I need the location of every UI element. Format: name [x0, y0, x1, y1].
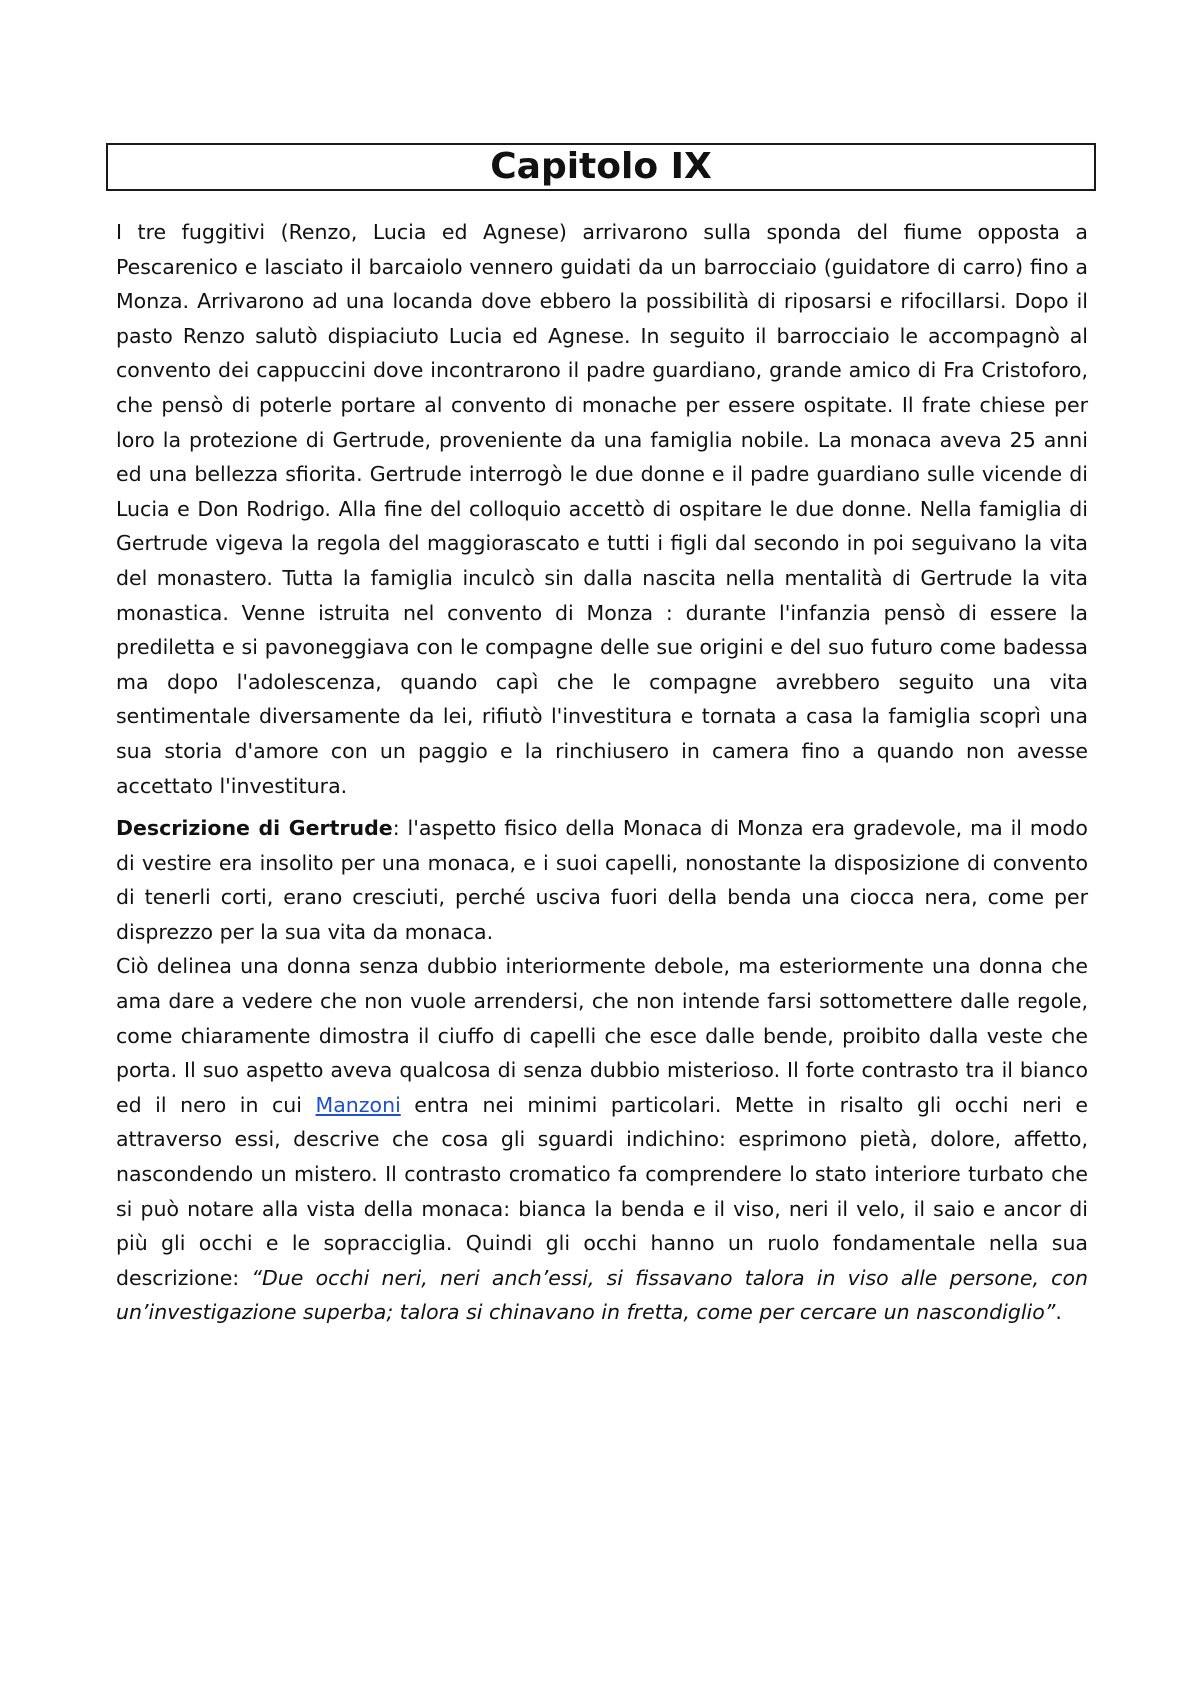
summary-paragraph: I tre fuggitivi (Renzo, Lucia ed Agnese) arrivarono sulla sponda del fiume opposta a Pescarenico e lasciato il barcaiolo vennero guidati da un barrocciaio (guidatore di carro) fino a Monza. Arrivarono ad una locanda dove ebbero la possibilità di riposarsi e rifocillarsi. Dopo il pasto Renzo salutò dispiaciuto Lucia ed Agnese. In seguito il barrocciaio le accompagnò al convento dei cappuccini dove incontrarono il padre guardiano, grande amico di Fra Cristoforo, che pensò di poterle portare al convento di monache per essere ospitate. Il frate chiese per loro la protezione di Gertrude, proveniente da una famiglia nobile. La monaca aveva 25 anni ed una bellezza sfiorita. Gertrude interrogò le due donne e il padre guardiano sulle vicende di Lucia e Don Rodrigo. Alla fine del colloquio accettò di ospitare le due donne. Nella famiglia di Gertrude vigeva la regola del maggiorascato e tutti i figli dal secondo in poi seguivano la vita del monastero. Tutta la famiglia inculcò sin dalla nascita nella mentalità di Gertrude la vita monastica. Venne istruita nel convento di Monza : durante l'infanzia pensò di essere la prediletta e si pavoneggiava con le compagne delle sue origini e del suo futuro come badessa ma dopo l'adolescenza, quando capì che le compagne avrebbero seguito una vita sentimentale diversamente da lei, rifiutò l'investitura e tornata a casa la famiglia scoprì una sua storia d'amore con un paggio e la rinchiusero in camera fino a quando non avesse accettato l'investitura.: [116, 220, 1088, 798]
chapter-title-box: [106, 143, 1096, 191]
chapter-title: Capitolo IX: [490, 146, 712, 187]
description-label: Descrizione di Gertrude: [116, 816, 393, 841]
manzoni-link[interactable]: Manzoni: [315, 1092, 401, 1117]
analysis-paragraph: [116, 949, 1088, 1330]
document-body: [116, 215, 1088, 1330]
description-text: : l'aspetto fisico della Monaca di Monza era gradevole, ma il modo di vestire era insolito per una monaca, e i suoi capelli, nonostante la disposizione di convento di tenerli corti, erano cresciuti, perché usciva fuori della benda una ciocca nera, come per disprezzo per la sua vita da monaca.: [116, 816, 1088, 944]
analysis-text-end: entra nei minimi particolari. Mette in risalto gli occhi neri e attraverso essi, descrive che cosa gli sguardi indichino: esprimono pietà, dolore, affetto, nascondendo un mistero. Il contrasto cromatico fa comprendere lo stato interiore turbato che si può notare alla vista della monaca: bianca la benda e il viso, neri il velo, il saio e ancor di più gli occhi e le sopracciglia. Quindi gli occhi hanno un ruolo fondamentale nella sua descrizione:: [116, 1092, 1089, 1290]
quote-text: “Due occhi neri, neri anch’essi, si fissavano talora in viso alle persone, con un’investigazione superba; talora si chinavano in fretta, come per cercare un nascondiglio”: [116, 1265, 1088, 1325]
description-paragraph: [116, 811, 1088, 949]
quote-end: .: [1055, 1300, 1062, 1325]
analysis-text-start: Ciò delinea una donna senza dubbio interiormente debole, ma esteriormente una donna che ama dare a vedere che non vuole arrendersi, che non intende farsi sottomettere dalle regole, come chiaramente dimostra il ciuffo di capelli che esce dalle bende, proibito dalla veste che porta. Il suo aspetto aveva qualcosa di senza dubbio misterioso. Il forte contrasto tra il bianco ed il nero in cui: [116, 954, 1088, 1117]
